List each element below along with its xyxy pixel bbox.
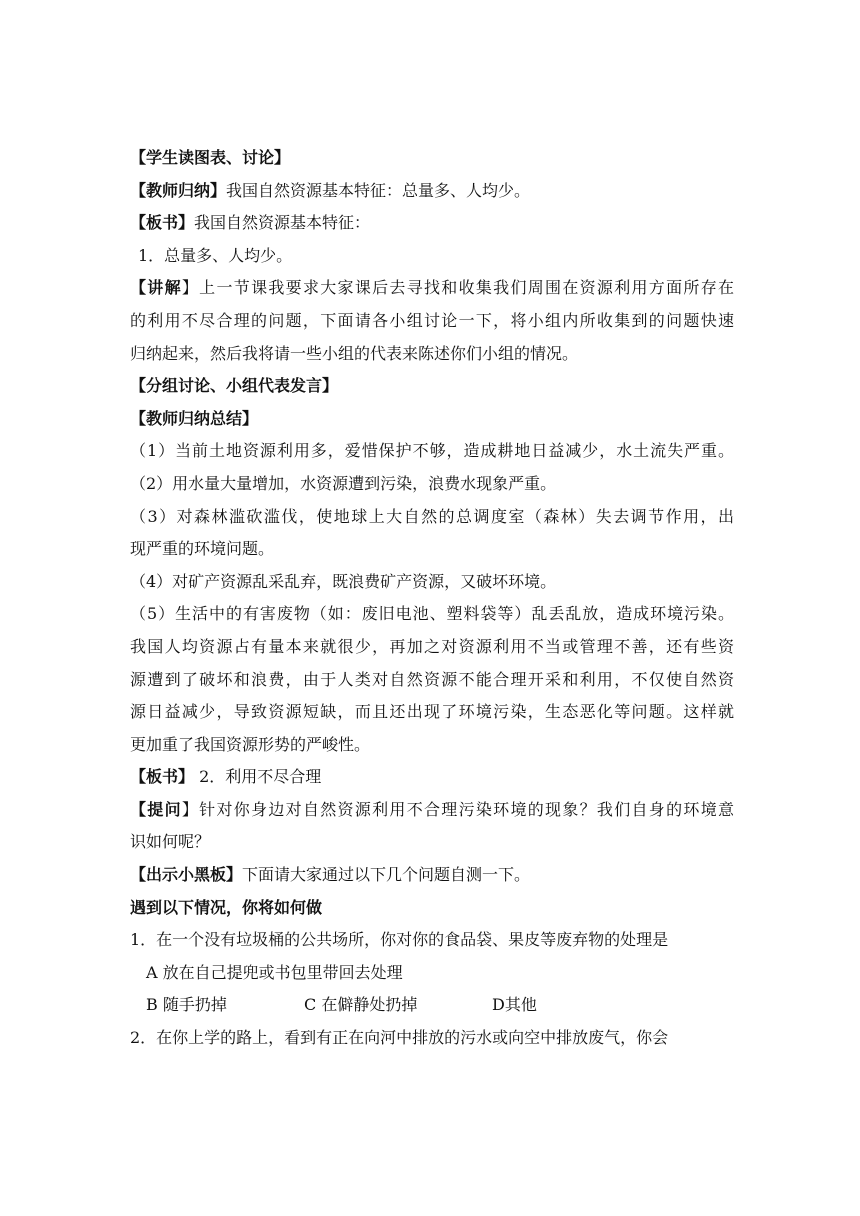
line-text: 1．总量多、人均少。 — [138, 245, 293, 265]
problem-item-1 — [130, 437, 734, 470]
line-text: 我国自然资源基本特征：总量多、人均少。 — [226, 180, 531, 200]
line-text: 1．在一个没有垃圾桶的公共场所，你对你的食品袋、果皮等废弃物的处理是 — [130, 930, 669, 950]
teacher-summary-line — [130, 177, 734, 210]
section-label: 【提问 — [130, 799, 182, 819]
heading-student-discussion — [130, 144, 734, 177]
section-label: 【教师归纳】 — [130, 180, 227, 200]
quiz-options-bcd — [130, 991, 734, 1024]
line-text: 】针对你身边对自然资源利用不合理污染环境的现象？我们自身的环境意 — [181, 799, 734, 819]
paragraph-line-1 — [130, 633, 734, 666]
line-text: 的利用不尽合理的问题，下面请各小组讨论一下，将小组内所收集到的问题快速 — [130, 310, 734, 330]
section-label: 【出示小黑板】 — [130, 865, 243, 885]
line-text: 更加重了我国资源形势的严峻性。 — [130, 734, 371, 754]
section-label: 遇到以下情况，你将如何做 — [130, 897, 323, 917]
quiz-heading — [130, 894, 734, 927]
line-text: （2）用水量大量增加，水资源遭到污染，浪费水现象严重。 — [130, 473, 557, 493]
line-text: 源日益减少，导致资源短缺，而且还出现了环境污染，生态恶化等问题。这样就 — [130, 702, 734, 722]
heading-group-discussion — [130, 372, 734, 405]
line-text: 我国自然资源基本特征： — [194, 213, 371, 233]
explanation-line-2 — [130, 307, 734, 340]
quiz-question-2 — [130, 1024, 734, 1057]
heading-teacher-conclusion — [130, 405, 734, 438]
paragraph-line-4 — [130, 731, 734, 764]
section-label: 【学生读图表、讨论】 — [130, 148, 291, 167]
line-text: 下面请大家通过以下几个问题自测一下。 — [242, 865, 531, 885]
problem-item-3 — [130, 503, 734, 536]
problem-item-3-cont — [130, 535, 734, 568]
question-line-1 — [130, 796, 734, 829]
line-text: 2．在你上学的路上，看到有正在向河中排放的污水或向空中排放废气，你会 — [130, 1028, 669, 1048]
quiz-option-b: B 随手扔掉 — [146, 995, 227, 1015]
section-label: 【板书】 — [130, 213, 195, 233]
line-text: （1）当前土地资源利用多，爱惜保护不够，造成耕地日益减少，水土流失严重。 — [130, 441, 734, 461]
line-text: 归纳起来，然后我将请一些小组的代表来陈述你们小组的情况。 — [130, 343, 579, 363]
section-label: 【教师归纳总结】 — [130, 408, 259, 428]
board-writing-line — [130, 209, 734, 242]
line-text: 我国人均资源占有量本来就很少，再加之对资源利用不当或管理不善，还有些资 — [130, 636, 734, 656]
line-text: 源遭到了破坏和浪费，由于人类对自然资源不能合理开采和利用，不仅使自然资 — [130, 669, 734, 689]
line-text: A 放在自己提兜或书包里带回去处理 — [146, 962, 403, 982]
section-label: 【讲解 — [130, 278, 182, 298]
explanation-line-1 — [130, 274, 734, 307]
line-text: 】上一节课我要求大家课后去寻找和收集我们周围在资源利用方面所存在 — [181, 278, 734, 298]
section-label: 【板书】 — [130, 767, 195, 787]
question-line-2 — [130, 828, 734, 861]
line-text: （4）对矿产资源乱采乱弃，既浪费矿产资源，又破坏环境。 — [130, 571, 557, 591]
problem-item-4 — [130, 568, 734, 601]
problem-item-2 — [130, 470, 734, 503]
paragraph-line-3 — [130, 698, 734, 731]
section-label: 【分组讨论、小组代表发言】 — [130, 376, 339, 396]
quiz-option-d: D其他 — [492, 995, 537, 1015]
paragraph-line-2 — [130, 666, 734, 699]
line-text: （5）生活中的有害废物（如：废旧电池、塑料袋等）乱丢乱放，造成环境污染。 — [130, 604, 734, 624]
line-text: 现严重的环境问题。 — [130, 539, 275, 559]
quiz-option-a — [130, 959, 734, 992]
document-body — [130, 144, 734, 1057]
problem-item-5 — [130, 600, 734, 633]
line-text: 识如何呢？ — [130, 832, 211, 852]
blackboard-line — [130, 861, 734, 894]
quiz-option-c: C 在僻静处扔掉 — [304, 995, 418, 1015]
board-point-1 — [130, 242, 734, 275]
line-text: （3）对森林滥砍滥伐，使地球上大自然的总调度室（森林）失去调节作用，出 — [130, 506, 734, 526]
board-writing-line-2 — [130, 763, 734, 796]
explanation-line-3 — [130, 340, 734, 373]
line-text: 2．利用不尽合理 — [194, 767, 322, 787]
quiz-question-1 — [130, 926, 734, 959]
